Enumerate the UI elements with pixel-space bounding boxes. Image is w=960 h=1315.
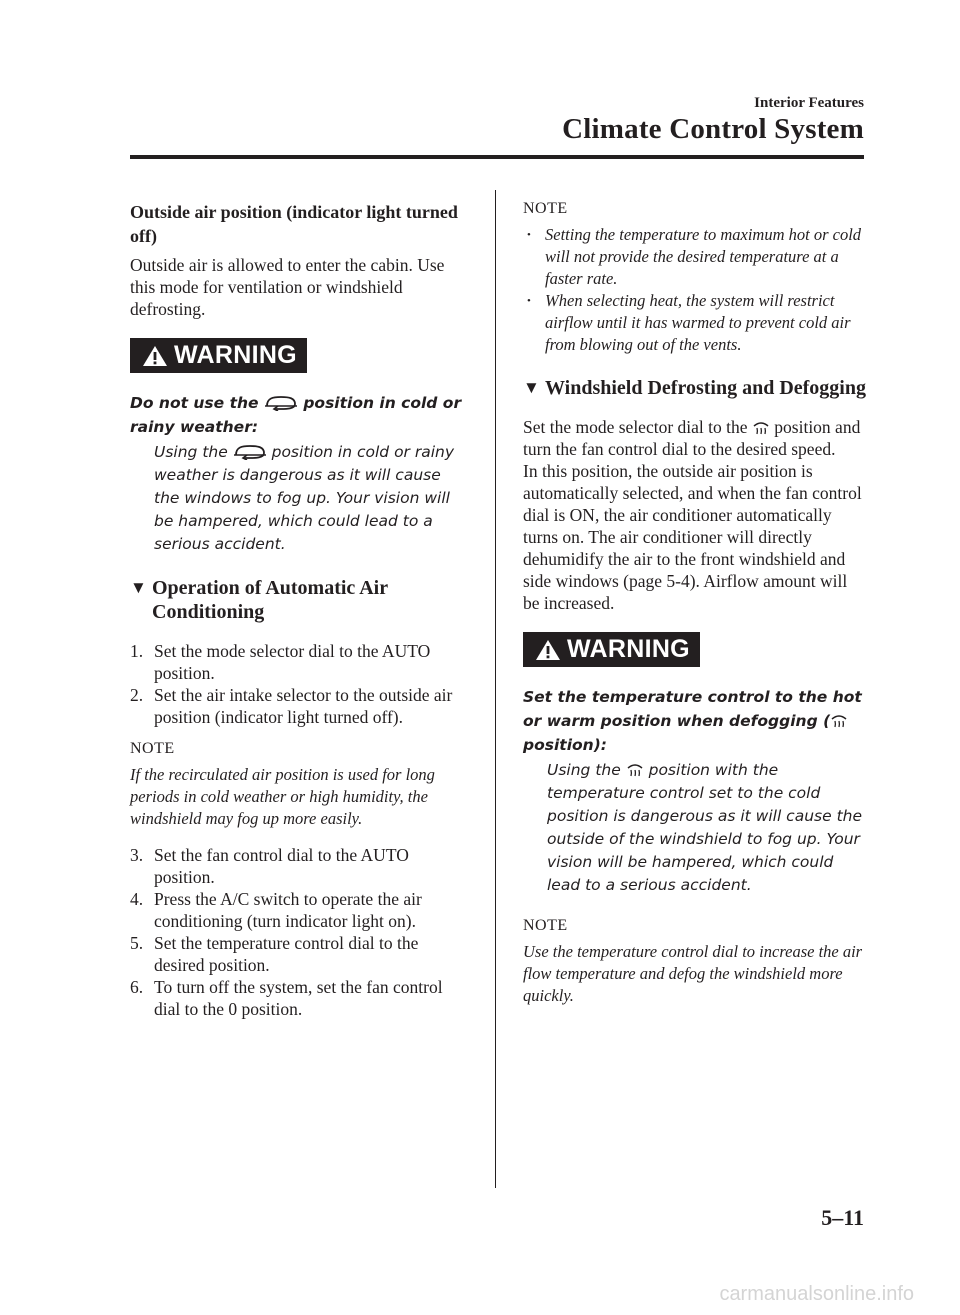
note-bullets [523, 224, 868, 356]
watermark: carmanualsonline.info [719, 1283, 914, 1305]
left-column [130, 200, 470, 1032]
warning-icon [142, 345, 168, 367]
note-text: If the recirculated air position is used for long periods in cold weather or high humidity, the windshield may fog up more easily. [130, 765, 435, 828]
warning-label: WARNING [567, 635, 690, 663]
defroster-icon [752, 420, 770, 436]
step-item: 3. Set the fan control dial to the AUTO position. [130, 845, 409, 887]
defroster-icon [626, 762, 644, 778]
outside-air-heading: Outside air position (indicator light turned off) [130, 202, 458, 246]
steps-list-a [130, 640, 470, 728]
step-item: 1. Set the mode selector dial to the AUTO position. [130, 641, 431, 683]
outside-air-text: Outside air is allowed to enter the cabin. Use this mode for ventilation or windshield defrosting. [130, 255, 445, 319]
page-number: 5–11 [821, 1205, 864, 1230]
section-label: Interior Features [754, 95, 864, 111]
step-item: 6. To turn off the system, set the fan control dial to the 0 position. [130, 977, 443, 1019]
steps-list-b [130, 844, 470, 1020]
warning-badge [130, 338, 307, 373]
note-text: Use the temperature control dial to increase the air flow temperature and defog the windshield more quickly. [523, 942, 863, 1005]
auto-ac-heading: ▼ Operation of Automatic Air Conditioning [130, 577, 388, 623]
defroster-icon [830, 713, 848, 729]
step-item: 5. Set the temperature control dial to the desired position. [130, 933, 419, 975]
note-bullet: • When selecting heat, the system will restrict airflow until it has warmed to prevent cold air from blowing out of the vents. [523, 290, 868, 356]
warning-detail: Using the position with the temperature control set to the cold position is dangerous as it will cause the outside of the windshield to fog up. Your vision will be hampered, which could lead to a serious accident. [547, 761, 863, 894]
warning-detail: Using the position in cold or rainy weather is dangerous as it will cause the windows to fog up. Your vision will be hampered, which could lead to a serious accident. [154, 443, 455, 553]
right-column [523, 200, 868, 1021]
note-label: NOTE [523, 917, 568, 934]
warning-lead: Do not use the position in cold or rainy weather: [130, 394, 462, 436]
warning-badge [523, 632, 700, 667]
defrost-text-detail: In this position, the outside air position is automatically selected, and when the fan control dial is ON, the air conditioner automatically turns on. The air conditioner will directly dehumidify the air to the front windshield and side windows (page 5-4). Airflow amount will be increased. [523, 461, 862, 613]
note-label: NOTE [130, 740, 175, 757]
warning-lead: Set the temperature control to the hot or warm position when defogging ( position): [523, 688, 862, 754]
chapter-title: Climate Control System [562, 113, 864, 145]
defrost-text: Set the mode selector dial to the position and turn the fan control dial to the desired speed. [523, 417, 861, 459]
column-divider [495, 190, 496, 1188]
step-item: 4. Press the A/C switch to operate the air conditioning (turn indicator light on). [130, 889, 422, 931]
note-label: NOTE [523, 200, 568, 217]
recirculate-air-icon [264, 395, 298, 411]
step-item: 2. Set the air intake selector to the outside air position (indicator light turned off). [130, 685, 453, 727]
note-bullet: • Setting the temperature to maximum hot or cold will not provide the desired temperature at a faster rate. [523, 224, 868, 290]
defrost-heading: ▼ Windshield Defrosting and Defogging [523, 377, 866, 399]
header-rule [130, 155, 864, 159]
triangle-marker-icon: ▼ [130, 578, 147, 597]
warning-icon [535, 639, 561, 661]
warning-label: WARNING [174, 341, 297, 369]
recirculate-air-icon [233, 444, 267, 460]
triangle-marker-icon: ▼ [523, 378, 540, 397]
